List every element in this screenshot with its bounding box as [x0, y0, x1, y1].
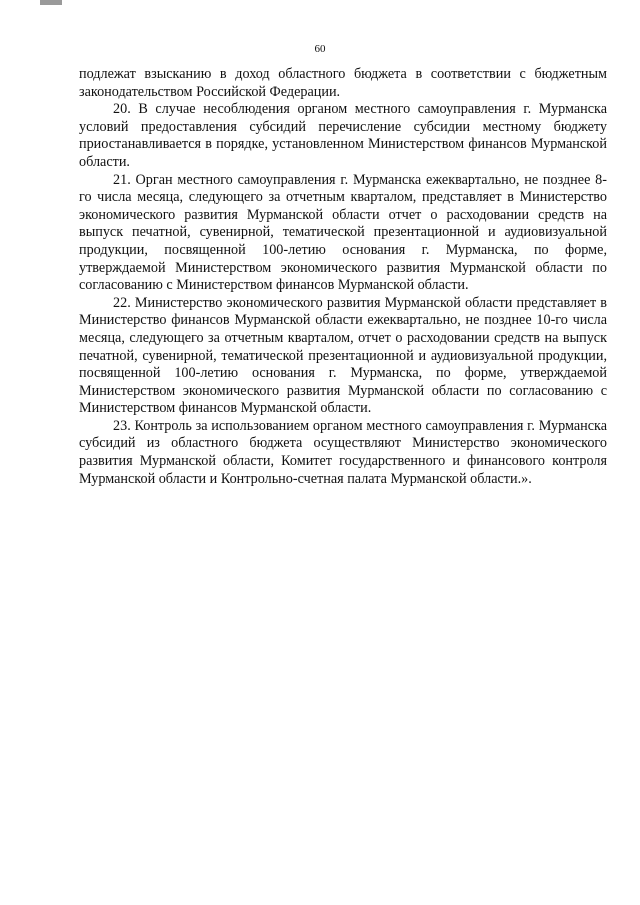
paragraph-continuation: подлежат взысканию в доход областного бюджета в соответствии с бюджетным законодательством Российской Федерации. — [79, 66, 607, 100]
paragraph-22: 22. Министерство экономического развития Мурманской области представляет в Министерство финансов Мурманской области ежеквартально, не позднее 10-го числа месяца, следующего за отчетным кварталом, отчет о расходовании средств на выпуск печатной, сувенирной, тематической презентационной и аудиовизуальной продукции, посвященной 100-летию основания г. Мурманска, по форме, утверждаемой Министерством экономического развития Мурманской области по согласованию с Министерством финансов Мурманской области. — [79, 294, 607, 417]
document-body — [79, 66, 607, 488]
paragraph-23: 23. Контроль за использованием органом местного самоуправления г. Мурманска субсидий из областного бюджета осуществляют Министерство экономического развития Мурманской области, Комитет государственного и финансового контроля Мурманской области и Контрольно-счетная палата Мурманской области.». — [79, 417, 607, 487]
paragraph-20: 20. В случае несоблюдения органом местного самоуправления г. Мурманска условий предоставления субсидий перечисление субсидии местному бюджету приостанавливается в порядке, установленном Министерством финансов Мурманской области. — [79, 101, 607, 170]
paragraph-21: 21. Орган местного самоуправления г. Мурманска ежеквартально, не позднее 8-го числа месяца, следующего за отчетным кварталом, представляет в Министерство экономического развития Мурманской области отчет о расходовании средств на выпуск печатной, сувенирной, тематической презентационной и аудиовизуальной продукции, посвященной 100-летию основания г. Мурманска, по форме, утверждаемой Министерством экономического развития Мурманской области по согласованию с Министерством финансов Мурманской области. — [79, 171, 607, 294]
page-number: 60 — [314, 43, 326, 55]
scan-artifact — [40, 0, 62, 5]
